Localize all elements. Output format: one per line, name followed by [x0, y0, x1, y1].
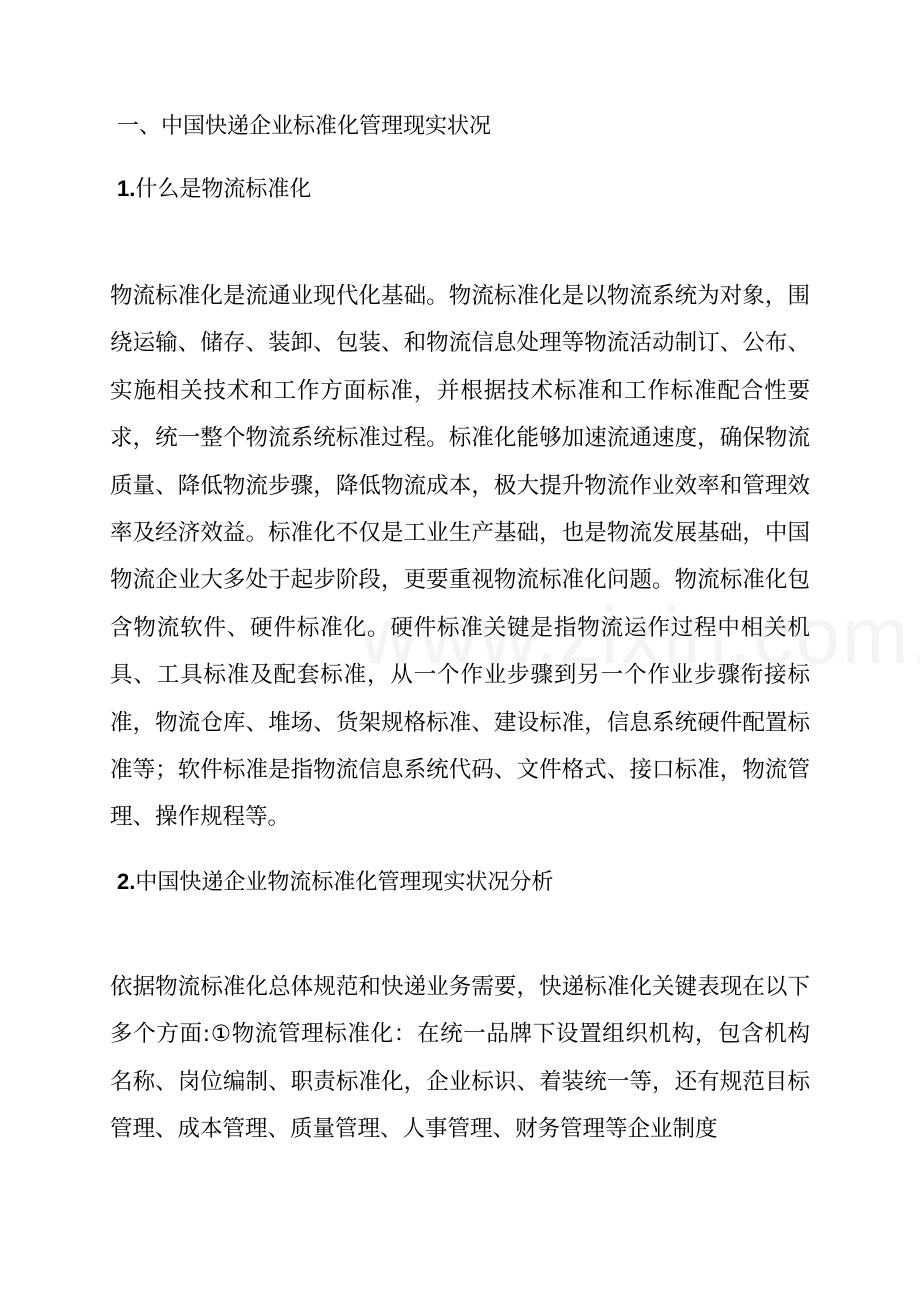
paragraph-express-standardization: 依据物流标准化总体规范和快递业务需要，快递标准化关键表现在以下多个方面:①物流管理标准化：在统一品牌下设置组织机构，包含机构名称、岗位编制、职责标准化，企业标识、着装统一等，还有规范目标管理、成本管理、质量管理、人事管理、财务管理等企业制度 [110, 974, 810, 1143]
subsection-number-2: 2. [117, 869, 136, 894]
subsection-title-1: 什么是物流标准化 [135, 177, 312, 202]
subsection-title-2: 中国快递企业物流标准化管理现实状况分析 [135, 870, 554, 895]
section-heading [117, 112, 491, 142]
subsection-number-1: 1. [117, 176, 136, 201]
subsection-heading-1 [117, 174, 311, 205]
paragraph-logistics-standardization: 物流标准化是流通业现代化基础。物流标准化是以物流系统为对象，围绕运输、储存、装卸、包装、和物流信息处理等物流活动制订、公布、实施相关技术和工作方面标准，并根据技术标准和工作标准配合性要求，统一整个物流系统标准过程。标准化能够加速流通速度，确保物流质量、降低物流步骤，降低物流成本，极大提升物流作业效率和管理效率及经济效益。标准化不仅是工业生产基础，也是物流发展基础，中国物流企业大多处于起步阶段，更要重视物流标准化问题。物流标准化包含物流软件、硬件标准化。硬件标准关键是指物流运作过程中相关机具、工具标准及配套标准，从一个作业步骤到另一个作业步骤衔接标准，物流仓库、堆场、货架规格标准、建设标准，信息系统硬件配置标准等；软件标准是指物流信息系统代码、文件格式、接口标准，物流管理、操作规程等。 [110, 283, 810, 831]
subsection-heading-2 [117, 867, 553, 898]
section-heading-text: 一、中国快递企业标准化管理现实状况 [117, 114, 492, 139]
